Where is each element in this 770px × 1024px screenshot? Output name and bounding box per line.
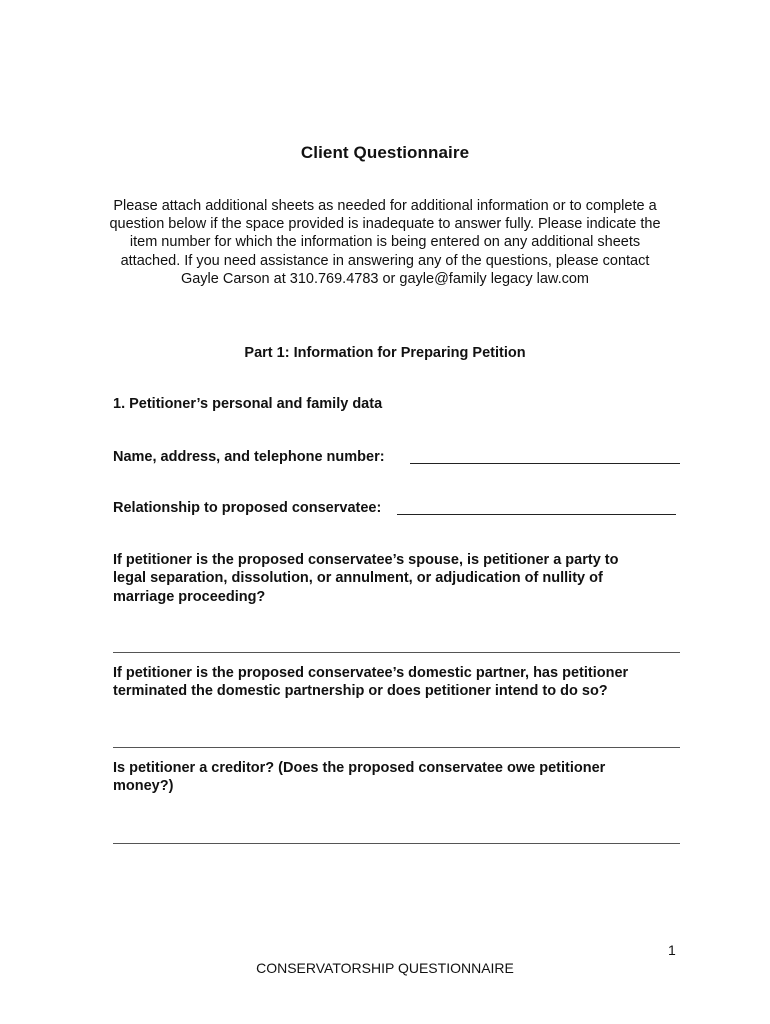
intro-line: attached. If you need assistance in answering any of the questions, please contact [120, 252, 650, 269]
intro-paragraph [80, 197, 690, 288]
answer-line-spouse[interactable] [113, 652, 680, 653]
question-line: Is petitioner a creditor? (Does the proposed conservatee owe petitioner [113, 760, 606, 776]
question-line: legal separation, dissolution, or annulment, or adjudication of nullity of [113, 570, 603, 587]
name-address-phone-label: Name, address, and telephone number: [113, 449, 385, 465]
name-address-phone-blank[interactable] [410, 463, 680, 464]
part-heading: Part 1: Information for Preparing Petition [244, 345, 526, 361]
question-domestic-partner [113, 664, 673, 701]
question-line: If petitioner is the proposed conservatee’s domestic partner, has petitioner [113, 665, 629, 681]
question-line: money?) [113, 778, 174, 795]
question-spouse [113, 551, 673, 606]
page-footer: CONSERVATORSHIP QUESTIONNAIRE [256, 960, 514, 976]
page-number: 1 [668, 942, 676, 958]
item-heading: 1. Petitioner’s personal and family data [113, 396, 383, 412]
intro-line: question below if the space provided is inadequate to answer fully. Please indicate the [109, 216, 661, 233]
page-title: Client Questionnaire [300, 143, 470, 162]
intro-line: item number for which the information is being entered on any additional sheets [129, 234, 641, 251]
relationship-blank[interactable] [397, 514, 676, 515]
question-creditor [113, 759, 673, 796]
answer-line-domestic-partner[interactable] [113, 747, 680, 748]
intro-line: Gayle Carson at 310.769.4783 or gayle@family legacy law.com [180, 270, 590, 287]
question-line: terminated the domestic partnership or does petitioner intend to do so? [113, 683, 608, 700]
relationship-label: Relationship to proposed conservatee: [113, 500, 382, 516]
intro-line: Please attach additional sheets as needed for additional information or to complete a [113, 198, 657, 214]
answer-line-creditor[interactable] [113, 843, 680, 844]
question-line: If petitioner is the proposed conservatee’s spouse, is petitioner a party to [113, 552, 619, 568]
question-line: marriage proceeding? [113, 588, 266, 605]
